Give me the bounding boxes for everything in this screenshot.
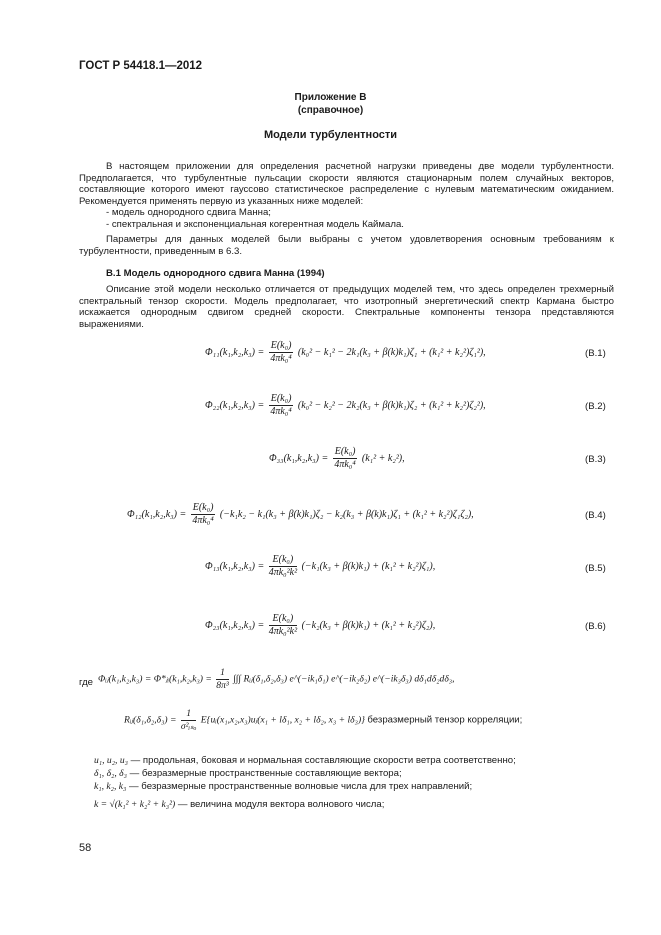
- subsection-paragraph: Описание этой модели несколько отличается от предыдущих моделей тем, что здесь определен трехмерный спектральный тензор скорости. Модель предполагает, что изотропный энергетический спектр Кармана быстро искажается однородным сдвигом средней скорости. Спектральные компоненты тензора представляются выражениями.: [79, 284, 614, 330]
- eq-num: E(k₀): [192, 502, 214, 513]
- r-note: безразмерный тензор корреляции;: [367, 714, 523, 726]
- eq-rhs: (−k₂(k₃ + β(k)k₁) + (k₁² + k₂²)ζ₂),: [301, 619, 436, 631]
- eq-num: E(k₀): [269, 613, 297, 626]
- eq-rhs: (k₁² + k₂²),: [361, 452, 405, 464]
- intro-item-2: - спектральная и экспоненциальная когерентная модель Каймала.: [106, 219, 404, 230]
- phi-definition: [98, 667, 455, 692]
- section-title: Модели турбулентности: [263, 129, 398, 141]
- eq-num: E(k₀): [269, 554, 297, 567]
- equation-b1: [205, 340, 486, 365]
- eq-rhs: (k₀² − k₂² − 2k₂(k₃ + β(k)k₁)ζ₂ + (k₁² + k₂²)ζ₂²),: [297, 399, 486, 411]
- equation-label-b3: (В.3): [585, 454, 606, 465]
- intro-paragraph: В настоящем приложении для определения расчетной нагрузки приведены две модели турбулентности. Предполагается, что турбулентные пульсации скорости являются стационарным полем случайных векторов, составляющие которого имеют гауссово статистическое распределение с нулевым математическим ожиданием. Рекомендуется применять первую из указанных ниже моделей:: [79, 161, 614, 207]
- eq-num: E(k₀): [270, 393, 292, 404]
- phi-rhs: ∫∫∫ Rᵢⱼ(δ₁,δ₂,δ₃) e^(−ik₁δ₁) e^(−ik₂δ₂) e^(−ik₃δ₃) dδ₁dδ₂dδ₃,: [233, 673, 455, 685]
- intro-closing: Параметры для данных моделей были выбраны с учетом удовлетворения основным требованиям к турбулентности, приведенным в 6.3.: [79, 234, 614, 257]
- phi-lhs: Φᵢⱼ(k₁,k₂,k₃) = Φ*ⱼᵢ(k₁,k₂,k₃) =: [98, 673, 212, 685]
- phi-den: 8π³: [216, 680, 229, 691]
- eq-den: 4πk₀⁴: [270, 353, 292, 364]
- def-symbol: k₁, k₂, k₃: [94, 781, 127, 792]
- equation-b2: [205, 393, 486, 418]
- intro-item-1: - модель однородного сдвига Манна;: [106, 207, 271, 218]
- phi-num: 1: [216, 667, 228, 680]
- r-definition: [124, 708, 522, 733]
- def-text: — безразмерные пространственные составляющие вектора;: [129, 768, 402, 779]
- eq-num: E(k₀): [334, 446, 356, 457]
- eq-den: 4πk₀²k²: [268, 626, 298, 637]
- eq-rhs: (k₀² − k₁² − 2k₁(k₃ + β(k)k₁)ζ₁ + (k₁² + k₂²)ζ₁²),: [297, 346, 486, 358]
- def-line-1: [94, 755, 516, 766]
- equation-b5: [205, 554, 435, 579]
- eq-den: 4πk₀⁴: [270, 406, 292, 417]
- appendix-title: Приложение В: [294, 92, 367, 103]
- eq-lhs: Φ₂₃(k₁,k₂,k₃) =: [205, 619, 265, 631]
- def-line-2: [94, 768, 402, 779]
- standard-header: ГОСТ Р 54418.1—2012: [79, 60, 203, 72]
- eq-rhs: (−k₁k₂ − k₁(k₃ + β(k)k₁)ζ₂ − k₂(k₃ + β(k)k₁)ζ₁ + (k₁² + k₂²)ζ₁ζ₂),: [219, 508, 474, 520]
- r-den: σ²ᵢₛₒ: [180, 721, 197, 732]
- subsection-title: В.1 Модель однородного сдвига Манна (1994): [106, 268, 325, 279]
- equation-label-b6: (В.6): [585, 621, 606, 632]
- def-text: — продольная, боковая и нормальная составляющие скорости ветра соответственно;: [130, 755, 516, 766]
- eq-den: 4πk₀⁴: [192, 515, 214, 526]
- eq-lhs: Φ₃₃(k₁,k₂,k₃) =: [269, 452, 329, 464]
- page-number: 58: [79, 842, 92, 854]
- r-num: 1: [181, 708, 196, 721]
- eq-lhs: Φ₁₂(k₁,k₂,k₃) =: [127, 508, 187, 520]
- r-lhs: Rᵢⱼ(δ₁,δ₂,δ₃) =: [124, 714, 177, 726]
- def-line-4: [94, 799, 384, 810]
- eq-lhs: Φ₁₃(k₁,k₂,k₃) =: [205, 560, 265, 572]
- def-text: — величина модуля вектора волнового числа;: [177, 799, 385, 810]
- equation-b4: [127, 502, 474, 527]
- eq-rhs: (−k₁(k₃ + β(k)k₁) + (k₁² + k₂²)ζ₁),: [301, 560, 436, 572]
- def-symbol: δ₁, δ₂, δ₃: [94, 768, 127, 779]
- equation-label-b4: (В.4): [585, 510, 606, 521]
- r-rhs: E{uᵢ(x₁,x₂,x₃)uⱼ(x₁ + lδ₁, x₂ + lδ₂, x₃ + lδ₃)}: [200, 714, 366, 726]
- where-label: где: [79, 677, 94, 688]
- def-symbol: u₁, u₂, u₃: [94, 755, 128, 766]
- def-line-3: [94, 781, 472, 792]
- def-text: — безразмерные пространственные волновые числа для трех направлений;: [129, 781, 473, 792]
- equation-label-b1: (В.1): [585, 348, 606, 359]
- eq-lhs: Φ₂₂(k₁,k₂,k₃) =: [205, 399, 265, 411]
- equation-b3: [269, 446, 405, 471]
- equation-b6: [205, 613, 435, 638]
- eq-den: 4πk₀⁴: [334, 459, 356, 470]
- def-symbol: k = √(k₁² + k₂² + k₃²): [94, 799, 176, 810]
- appendix-subtitle: (справочное): [297, 105, 364, 116]
- equation-label-b5: (В.5): [585, 563, 606, 574]
- eq-den: 4πk₀²k²: [268, 567, 298, 578]
- equation-label-b2: (В.2): [585, 401, 606, 412]
- eq-lhs: Φ₁₁(k₁,k₂,k₃) =: [205, 346, 265, 358]
- eq-num: E(k₀): [270, 340, 292, 351]
